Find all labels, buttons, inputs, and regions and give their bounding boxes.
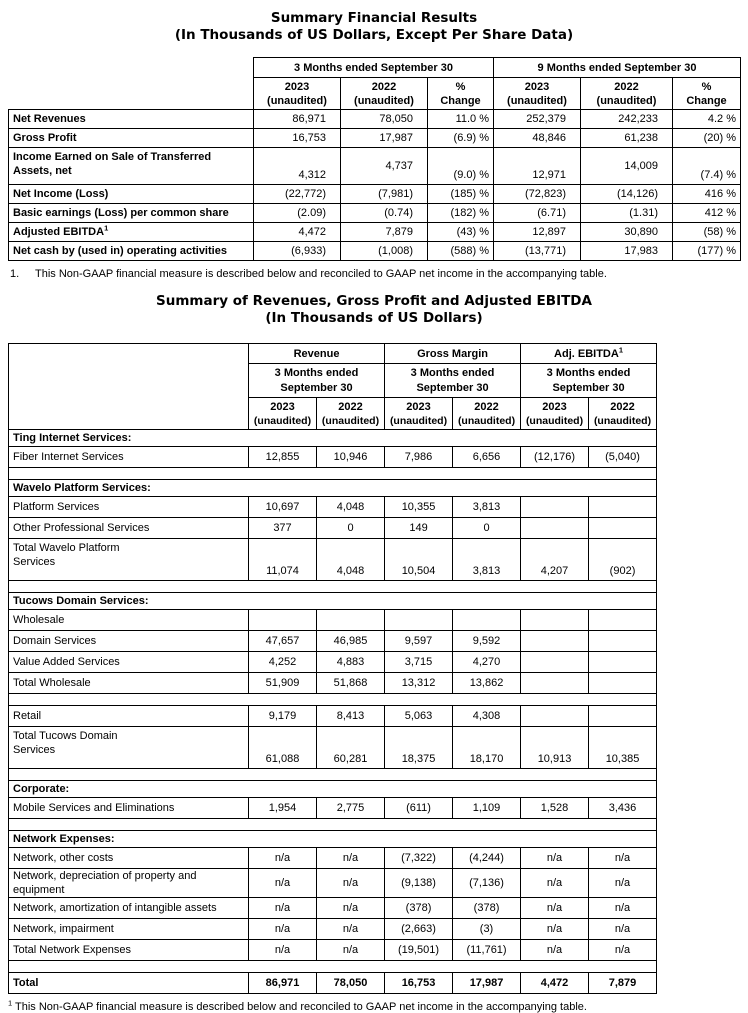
summary-financial-results-table (8, 57, 741, 261)
value-cell: n/a (589, 898, 657, 919)
table-row (9, 652, 657, 673)
spacer-cell (9, 819, 657, 831)
value-cell: 18,375 (385, 727, 453, 769)
row-label: Platform Services (9, 497, 249, 518)
row-label: Net Income (Loss) (9, 185, 254, 204)
value-cell: (3) (453, 919, 521, 940)
value-cell: (7,136) (453, 869, 521, 898)
value-cell: n/a (589, 848, 657, 869)
value-cell: (58) % (673, 223, 741, 242)
table-row (9, 919, 657, 940)
value-cell: 4,737 (341, 148, 428, 185)
value-cell: (378) (385, 898, 453, 919)
row-label: Domain Services (9, 631, 249, 652)
section-header-row (9, 781, 657, 798)
row-label: Total (9, 973, 249, 994)
row-label: Retail (9, 706, 249, 727)
table-row (9, 940, 657, 961)
value-cell: 18,170 (453, 727, 521, 769)
value-cell: 16,753 (385, 973, 453, 994)
value-cell: 11.0 % (428, 110, 494, 129)
footnote-1-marker: 1. (10, 268, 20, 280)
col-header-revenue-2022: 2022 (unaudited) (317, 398, 385, 430)
value-cell: 0 (453, 518, 521, 539)
value-cell: 4,472 (521, 973, 589, 994)
value-cell: 9,179 (249, 706, 317, 727)
value-cell: (611) (385, 798, 453, 819)
value-cell: (0.74) (341, 204, 428, 223)
row-label: Income Earned on Sale of Transferred Assets, net (9, 148, 254, 185)
title2-line1: Summary of Revenues, Gross Profit and Adjusted EBITDA (156, 293, 592, 309)
value-cell: n/a (521, 848, 589, 869)
value-cell: (7,322) (385, 848, 453, 869)
value-cell: 4,308 (453, 706, 521, 727)
value-cell: n/a (249, 940, 317, 961)
spacer-cell (9, 961, 657, 973)
footnote-2-text: This Non-GAAP financial measure is described below and reconciled to GAAP net income in the accompanying table. (15, 1001, 587, 1013)
value-cell: (177) % (673, 242, 741, 261)
group-header-3-months: 3 Months ended September 30 (254, 58, 494, 78)
value-cell: n/a (521, 898, 589, 919)
period-header-adj-ebitda: 3 Months ended September 30 (521, 364, 657, 398)
value-cell: 10,697 (249, 497, 317, 518)
value-cell: n/a (521, 919, 589, 940)
value-cell: n/a (317, 940, 385, 961)
col-header-gm-2023: 2023 (unaudited) (385, 398, 453, 430)
title1-line1: Summary Financial Results (270, 10, 478, 26)
value-cell: 5,063 (385, 706, 453, 727)
header-corner-cell (9, 344, 249, 430)
value-cell: 61,238 (581, 129, 673, 148)
section-header-row (9, 430, 657, 447)
value-cell: (14,126) (581, 185, 673, 204)
table-row (9, 973, 657, 994)
value-cell: (6,933) (254, 242, 341, 261)
value-cell: 9,597 (385, 631, 453, 652)
title1-line2: (In Thousands of US Dollars, Except Per Share Data) (174, 27, 574, 43)
value-cell: 10,946 (317, 447, 385, 468)
value-cell: (2,663) (385, 919, 453, 940)
table-row (9, 185, 741, 204)
value-cell: 12,855 (249, 447, 317, 468)
value-cell: (6.9) % (428, 129, 494, 148)
value-cell (385, 610, 453, 631)
table-row (9, 223, 741, 242)
period-header-revenue: 3 Months ended September 30 (249, 364, 385, 398)
value-cell: n/a (317, 848, 385, 869)
value-cell: 4,048 (317, 497, 385, 518)
table-row (9, 539, 657, 581)
value-cell: 3,436 (589, 798, 657, 819)
row-label: Wholesale (9, 610, 249, 631)
value-cell: 2,775 (317, 798, 385, 819)
value-cell: 4,252 (249, 652, 317, 673)
value-cell: 86,971 (254, 110, 341, 129)
metric-group-header-row (9, 344, 657, 364)
value-cell: (7.4) % (673, 148, 741, 185)
table-row (9, 869, 657, 898)
value-cell (521, 518, 589, 539)
value-cell: (11,761) (453, 940, 521, 961)
value-cell: 412 % (673, 204, 741, 223)
row-label: Network, other costs (9, 848, 249, 869)
value-cell: 3,813 (453, 539, 521, 581)
spacer-cell (9, 694, 657, 706)
row-label: Network, depreciation of property and equipment (9, 869, 249, 898)
value-cell: n/a (589, 869, 657, 898)
row-label: Total Tucows Domain Services (9, 727, 249, 769)
value-cell: (2.09) (254, 204, 341, 223)
value-cell: (902) (589, 539, 657, 581)
value-cell: 377 (249, 518, 317, 539)
footnote-ref: 1 (618, 344, 623, 354)
value-cell: 78,050 (341, 110, 428, 129)
value-cell: 12,971 (494, 148, 581, 185)
value-cell: (22,772) (254, 185, 341, 204)
period-header-gross-margin: 3 Months ended September 30 (385, 364, 521, 398)
value-cell: 4,472 (254, 223, 341, 242)
spacer-row (9, 769, 657, 781)
value-cell: (9,138) (385, 869, 453, 898)
value-cell: (9.0) % (428, 148, 494, 185)
value-cell: 10,913 (521, 727, 589, 769)
value-cell: 252,379 (494, 110, 581, 129)
value-cell: 51,909 (249, 673, 317, 694)
value-cell: 4,207 (521, 539, 589, 581)
col-header-pct-change-3mo: % Change (428, 78, 494, 110)
row-label: Network, amortization of intangible assets (9, 898, 249, 919)
value-cell: 17,983 (581, 242, 673, 261)
header-spacer-cell (9, 78, 254, 110)
value-cell (521, 610, 589, 631)
value-cell: 1,109 (453, 798, 521, 819)
section-label: Corporate: (9, 781, 657, 798)
spacer-row (9, 581, 657, 593)
value-cell: 3,715 (385, 652, 453, 673)
table-row (9, 148, 741, 185)
table-row (9, 631, 657, 652)
row-label: Adjusted EBITDA$^1$ (9, 223, 254, 242)
section-label: Wavelo Platform Services: (9, 480, 657, 497)
value-cell: (5,040) (589, 447, 657, 468)
col-header-2023-9mo: 2023 (unaudited) (494, 78, 581, 110)
value-cell: n/a (249, 869, 317, 898)
period-group-header-row (9, 58, 741, 78)
row-label: Total Wholesale (9, 673, 249, 694)
value-cell (317, 610, 385, 631)
footnote-2 (8, 998, 748, 1013)
value-cell: 1,954 (249, 798, 317, 819)
spacer-cell (9, 769, 657, 781)
value-cell: n/a (249, 848, 317, 869)
value-cell: 61,088 (249, 727, 317, 769)
spacer-row (9, 468, 657, 480)
value-cell (589, 610, 657, 631)
value-cell: n/a (317, 898, 385, 919)
row-label: Net Revenues (9, 110, 254, 129)
row-label: Mobile Services and Eliminations (9, 798, 249, 819)
value-cell: (185) % (428, 185, 494, 204)
table-row (9, 204, 741, 223)
section-label: Tucows Domain Services: (9, 593, 657, 610)
value-cell (453, 610, 521, 631)
value-cell: 4,270 (453, 652, 521, 673)
col-header-2023-3mo: 2023 (unaudited) (254, 78, 341, 110)
footnote-1 (10, 268, 748, 280)
value-cell: n/a (521, 869, 589, 898)
group-header-adj-ebitda: Adj. EBITDA$^1$ (521, 344, 657, 364)
value-cell: (19,501) (385, 940, 453, 961)
value-cell: 4.2 % (673, 110, 741, 129)
value-cell (249, 610, 317, 631)
col-header-revenue-2023: 2023 (unaudited) (249, 398, 317, 430)
table-row (9, 610, 657, 631)
value-cell (589, 497, 657, 518)
value-cell: 13,312 (385, 673, 453, 694)
table-row (9, 727, 657, 769)
value-cell: 7,986 (385, 447, 453, 468)
value-cell: (7,981) (341, 185, 428, 204)
group-header-9-months: 9 Months ended September 30 (494, 58, 741, 78)
table-row (9, 673, 657, 694)
section-header-row (9, 593, 657, 610)
col-header-ebitda-2022: 2022 (unaudited) (589, 398, 657, 430)
value-cell: 17,987 (453, 973, 521, 994)
value-cell: 4,312 (254, 148, 341, 185)
value-cell: 9,592 (453, 631, 521, 652)
group-header-gross-margin: Gross Margin (385, 344, 521, 364)
value-cell: 4,883 (317, 652, 385, 673)
value-cell: (1.31) (581, 204, 673, 223)
header-spacer-cell (9, 58, 254, 78)
spacer-cell (9, 581, 657, 593)
spacer-row (9, 819, 657, 831)
value-cell (521, 706, 589, 727)
value-cell: n/a (249, 919, 317, 940)
table-row (9, 110, 741, 129)
col-header-gm-2022: 2022 (unaudited) (453, 398, 521, 430)
value-cell: 16,753 (254, 129, 341, 148)
value-cell: 17,987 (341, 129, 428, 148)
value-cell: 46,985 (317, 631, 385, 652)
row-label: Total Wavelo Platform Services (9, 539, 249, 581)
value-cell: (1,008) (341, 242, 428, 261)
value-cell (521, 673, 589, 694)
table-row (9, 447, 657, 468)
value-cell: (72,823) (494, 185, 581, 204)
row-label: Network, impairment (9, 919, 249, 940)
col-header-pct-change-9mo: % Change (673, 78, 741, 110)
footnote-1-text: This Non-GAAP financial measure is described below and reconciled to GAAP net income in the accompanying table. (35, 268, 607, 280)
table-row (9, 706, 657, 727)
section-label: Network Expenses: (9, 831, 657, 848)
value-cell: 3,813 (453, 497, 521, 518)
value-cell (521, 631, 589, 652)
value-cell: 7,879 (589, 973, 657, 994)
table-row (9, 848, 657, 869)
value-cell: (12,176) (521, 447, 589, 468)
row-label: Net cash by (used in) operating activities (9, 242, 254, 261)
value-cell: 14,009 (581, 148, 673, 185)
spacer-row (9, 694, 657, 706)
spacer-cell (9, 468, 657, 480)
value-cell (589, 518, 657, 539)
section-label: Ting Internet Services: (9, 430, 657, 447)
value-cell: 30,890 (581, 223, 673, 242)
value-cell (589, 673, 657, 694)
table-row (9, 518, 657, 539)
row-label: Value Added Services (9, 652, 249, 673)
value-cell: 10,385 (589, 727, 657, 769)
value-cell: (588) % (428, 242, 494, 261)
value-cell: 10,504 (385, 539, 453, 581)
row-label: Total Network Expenses (9, 940, 249, 961)
group-header-revenue: Revenue (249, 344, 385, 364)
section-header-row (9, 831, 657, 848)
value-cell: (20) % (673, 129, 741, 148)
value-cell: (13,771) (494, 242, 581, 261)
value-cell: 8,413 (317, 706, 385, 727)
col-header-2022-3mo: 2022 (unaudited) (341, 78, 428, 110)
table-row (9, 497, 657, 518)
table-row (9, 898, 657, 919)
value-cell: (182) % (428, 204, 494, 223)
row-label: Basic earnings (Loss) per common share (9, 204, 254, 223)
value-cell: (6.71) (494, 204, 581, 223)
value-cell: 4,048 (317, 539, 385, 581)
value-cell: 7,879 (341, 223, 428, 242)
table-row (9, 242, 741, 261)
value-cell: (378) (453, 898, 521, 919)
value-cell (589, 652, 657, 673)
footnote-2-marker: 1 (8, 998, 13, 1008)
value-cell: (4,244) (453, 848, 521, 869)
value-cell: n/a (317, 919, 385, 940)
value-cell: 86,971 (249, 973, 317, 994)
row-label: Fiber Internet Services (9, 447, 249, 468)
value-cell (589, 631, 657, 652)
value-cell: 47,657 (249, 631, 317, 652)
value-cell: 48,846 (494, 129, 581, 148)
col-header-2022-9mo: 2022 (unaudited) (581, 78, 673, 110)
summary-revenues-title (0, 293, 748, 327)
title2-line2: (In Thousands of US Dollars) (265, 310, 483, 326)
section-header-row (9, 480, 657, 497)
table-row (9, 129, 741, 148)
revenues-gross-profit-ebitda-table (8, 343, 657, 994)
value-cell (521, 652, 589, 673)
value-cell: 11,074 (249, 539, 317, 581)
value-cell: 6,656 (453, 447, 521, 468)
value-cell: 242,233 (581, 110, 673, 129)
table-row (9, 798, 657, 819)
value-cell: n/a (589, 919, 657, 940)
value-cell: 51,868 (317, 673, 385, 694)
value-cell: (43) % (428, 223, 494, 242)
value-cell: 60,281 (317, 727, 385, 769)
spacer-row (9, 961, 657, 973)
value-cell: n/a (521, 940, 589, 961)
value-cell: 10,355 (385, 497, 453, 518)
col-header-ebitda-2023: 2023 (unaudited) (521, 398, 589, 430)
value-cell: n/a (589, 940, 657, 961)
row-label: Other Professional Services (9, 518, 249, 539)
value-cell: 12,897 (494, 223, 581, 242)
value-cell: 149 (385, 518, 453, 539)
value-cell: n/a (249, 898, 317, 919)
row-label: Gross Profit (9, 129, 254, 148)
value-cell: 78,050 (317, 973, 385, 994)
value-cell: 0 (317, 518, 385, 539)
year-header-row (9, 78, 741, 110)
value-cell (521, 497, 589, 518)
value-cell: 416 % (673, 185, 741, 204)
value-cell: 13,862 (453, 673, 521, 694)
value-cell: n/a (317, 869, 385, 898)
summary-financial-results-title (0, 0, 748, 44)
value-cell (589, 706, 657, 727)
value-cell: 1,528 (521, 798, 589, 819)
